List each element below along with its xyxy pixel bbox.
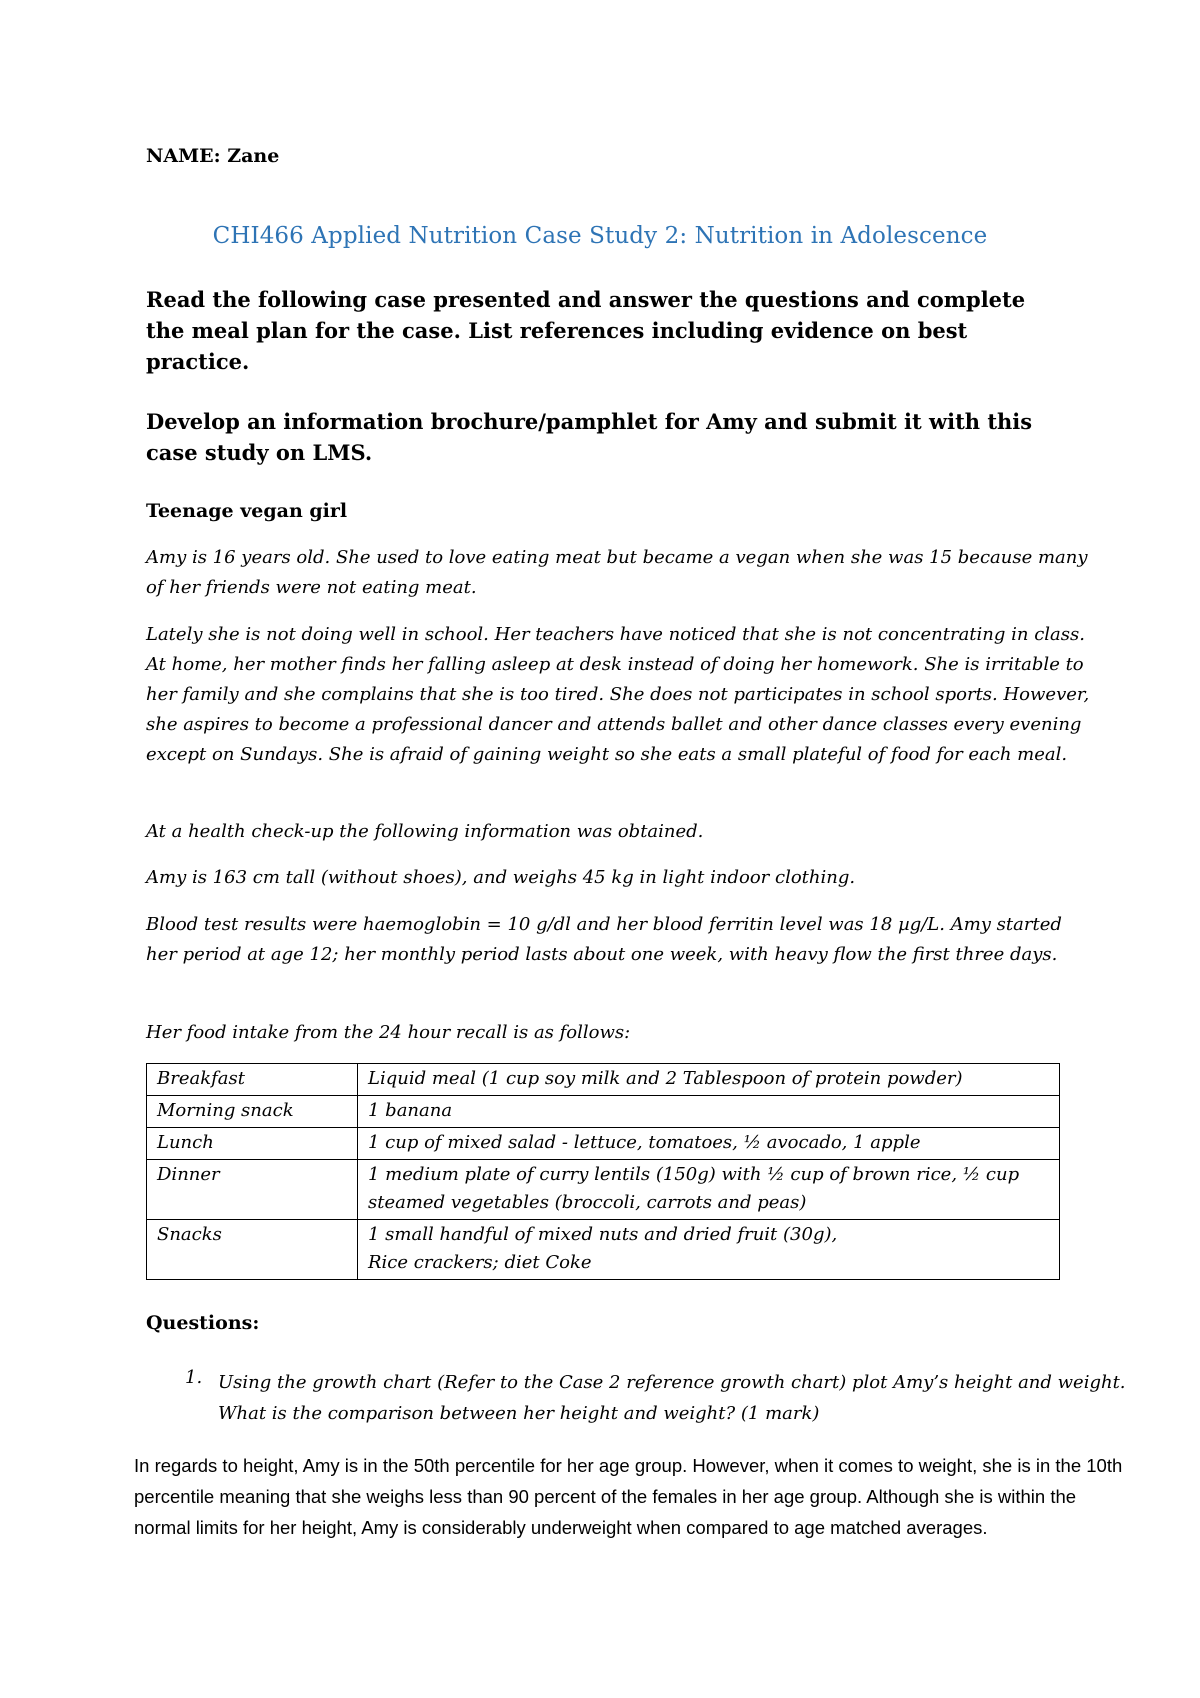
- food-cell: 1 medium plate of curry lentils (150g) with ½ cup of brown rice, ½ cup steamed vegetables (broccoli, carrots and peas): [358, 1160, 1060, 1220]
- case-paragraph-intro: Amy is 16 years old. She used to love eating meat but became a vegan when she was 15 because many of her friends were not eating meat.: [146, 547, 1088, 598]
- instruction-brochure: Develop an information brochure/pamphlet for Amy and submit it with this case study on LMS.: [146, 409, 1033, 465]
- food-line: Rice crackers; diet Coke: [368, 1252, 592, 1273]
- meal-cell: Morning snack: [147, 1096, 358, 1128]
- case-paragraph-recall-intro: Her food intake from the 24 hour recall is as follows:: [146, 1022, 631, 1043]
- food-intake-table: [146, 1063, 1060, 1280]
- meal-cell: Dinner: [147, 1160, 358, 1220]
- food-cell: 1 banana: [358, 1096, 1060, 1128]
- food-line: 1 small handful of mixed nuts and dried fruit (30g),: [368, 1224, 838, 1245]
- page-title: CHI466 Applied Nutrition Case Study 2: Nutrition in Adolescence: [212, 223, 988, 249]
- meal-cell: Breakfast: [147, 1064, 358, 1096]
- table-row: [147, 1096, 1060, 1128]
- food-cell: 1 cup of mixed salad - lettuce, tomatoes, ½ avocado, 1 apple: [358, 1128, 1060, 1160]
- case-paragraph-school: Lately she is not doing well in school. Her teachers have noticed that she is not concentrating in class. At home, her mother finds her falling asleep at desk instead of doing her homework. She is irritable to her family and she complains that she is too tired. She does not participates in school sports. However, she aspires to become a professional dancer and attends ballet and other dance classes every evening except on Sundays. She is afraid of gaining weight so she eats a small plateful of food for each meal.: [146, 624, 1090, 765]
- answer-1-text: In regards to height, Amy is in the 50th percentile for her age group. However, when it comes to weight, she is in the 10th percentile meaning that she weighs less than 90 percent of the females in her age group. Although she is within the normal limits for her height, Amy is considerably underweight when compared to age matched averages.: [134, 1455, 1123, 1538]
- question-1-text: Using the growth chart (Refer to the Case 2 reference growth chart) plot Amy’s height and weight. What is the comparison between her height and weight? (1 mark): [218, 1372, 1126, 1424]
- table-row: [147, 1064, 1060, 1096]
- case-paragraph-checkup: At a health check-up the following information was obtained.: [146, 821, 704, 842]
- food-cell: Liquid meal (1 cup soy milk and 2 Tablespoon of protein powder): [358, 1064, 1060, 1096]
- instruction-read-case: Read the following case presented and answer the questions and complete the meal plan for the case. List references including evidence on best practice.: [146, 287, 1026, 374]
- meal-cell: Snacks: [147, 1220, 358, 1280]
- questions-heading: Questions:: [146, 1312, 260, 1334]
- case-heading: Teenage vegan girl: [146, 500, 348, 522]
- table-row: [147, 1160, 1060, 1220]
- student-name: NAME: Zane: [146, 145, 280, 167]
- table-row: [147, 1128, 1060, 1160]
- meal-cell: Lunch: [147, 1128, 358, 1160]
- case-paragraph-blood-test: Blood test results were haemoglobin = 10 g/dl and her blood ferritin level was 18 µg/L. Amy started her period at age 12; her monthly period lasts about one week, with heavy flow the first three days.: [146, 914, 1062, 965]
- case-paragraph-measurements: Amy is 163 cm tall (without shoes), and weighs 45 kg in light indoor clothing.: [146, 867, 856, 888]
- food-cell: [358, 1220, 1060, 1280]
- table-row: [147, 1220, 1060, 1280]
- question-number: 1.: [185, 1367, 203, 1388]
